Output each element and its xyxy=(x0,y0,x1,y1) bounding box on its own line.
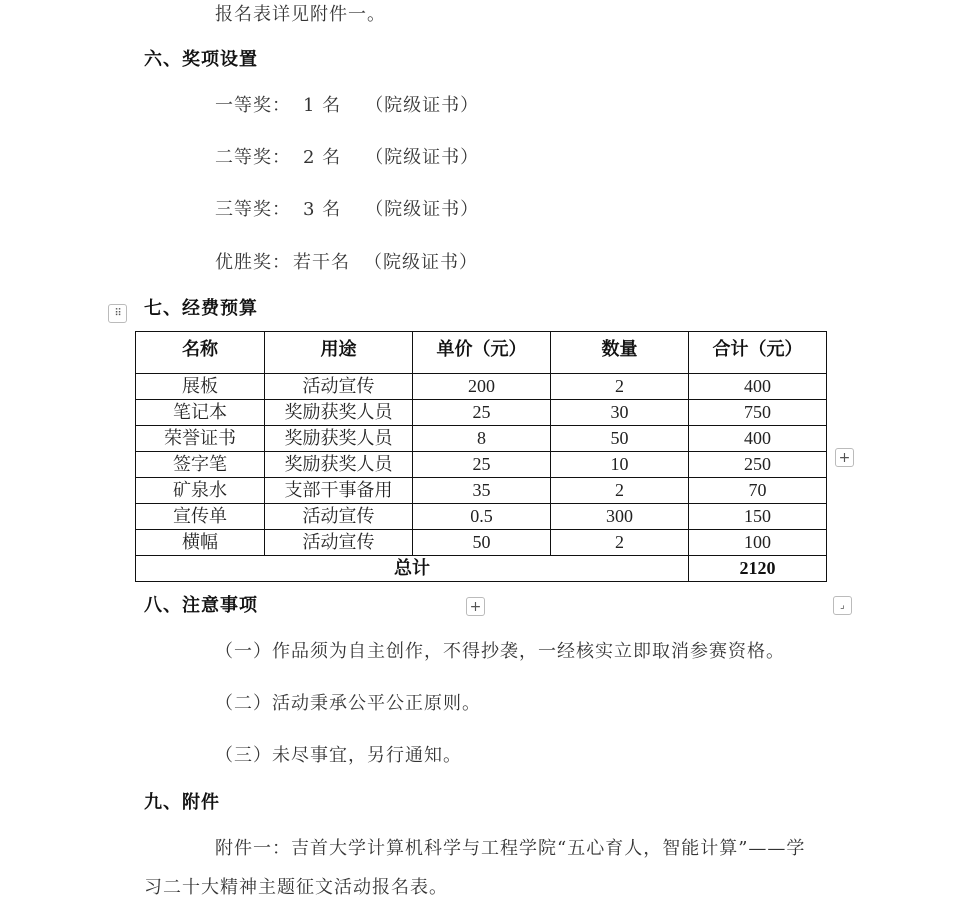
table-row xyxy=(136,452,827,478)
cell-subtotal[interactable]: 150 xyxy=(689,504,827,530)
cell-quantity[interactable]: 300 xyxy=(551,504,689,530)
cell-quantity[interactable]: 10 xyxy=(551,452,689,478)
cell-purpose[interactable]: 活动宣传 xyxy=(265,504,413,530)
section-heading-attachments: 九、附件 xyxy=(144,792,220,813)
budget-table xyxy=(135,331,827,582)
cell-name[interactable]: 荣誉证书 xyxy=(136,426,265,452)
cell-name[interactable]: 矿泉水 xyxy=(136,478,265,504)
cell-purpose[interactable]: 活动宣传 xyxy=(265,530,413,556)
cell-subtotal[interactable]: 70 xyxy=(689,478,827,504)
header-subtotal: 合计（元） xyxy=(689,332,827,374)
award-name: 优胜奖： xyxy=(215,252,291,273)
header-name: 名称 xyxy=(136,332,265,374)
cell-subtotal[interactable]: 250 xyxy=(689,452,827,478)
award-second xyxy=(215,143,479,169)
total-label[interactable]: 总计 xyxy=(136,556,689,582)
cell-name[interactable]: 展板 xyxy=(136,374,265,400)
cell-purpose[interactable]: 奖励获奖人员 xyxy=(265,400,413,426)
award-third xyxy=(215,195,479,221)
award-name: 二等奖： xyxy=(215,147,291,168)
award-name: 一等奖： xyxy=(215,95,291,116)
table-resize-icon[interactable]: ⌟ xyxy=(833,596,852,615)
cell-unit-price[interactable]: 0.5 xyxy=(413,504,551,530)
table-row xyxy=(136,478,827,504)
note-item-2: （二）活动秉承公平公正原则。 xyxy=(215,693,481,714)
cell-quantity[interactable]: 2 xyxy=(551,530,689,556)
award-count: 1 名 xyxy=(303,95,342,116)
cell-purpose[interactable]: 奖励获奖人员 xyxy=(265,452,413,478)
attachment-line-1: 附件一：吉首大学计算机科学与工程学院“五心育人，智能计算”——学 xyxy=(215,838,806,859)
cell-purpose[interactable]: 奖励获奖人员 xyxy=(265,426,413,452)
intro-line: 报名表详见附件一。 xyxy=(215,4,386,25)
cell-name[interactable]: 签字笔 xyxy=(136,452,265,478)
header-purpose: 用途 xyxy=(265,332,413,374)
award-first xyxy=(215,91,479,117)
award-count: 3 名 xyxy=(303,199,342,220)
award-note: （院级证书） xyxy=(365,147,480,168)
cell-subtotal[interactable]: 100 xyxy=(689,530,827,556)
cell-unit-price[interactable]: 200 xyxy=(413,374,551,400)
table-move-handle-icon[interactable]: ⠿ xyxy=(108,304,127,323)
section-heading-budget: 七、经费预算 xyxy=(144,298,258,319)
award-name: 三等奖： xyxy=(215,199,291,220)
table-total-row xyxy=(136,556,827,582)
attachment-line-2: 习二十大精神主题征文活动报名表。 xyxy=(144,877,448,898)
table-row xyxy=(136,426,827,452)
table-header-row xyxy=(136,332,827,374)
cell-purpose[interactable]: 支部干事备用 xyxy=(265,478,413,504)
cell-purpose[interactable]: 活动宣传 xyxy=(265,374,413,400)
cell-name[interactable]: 笔记本 xyxy=(136,400,265,426)
cell-subtotal[interactable]: 400 xyxy=(689,374,827,400)
cell-quantity[interactable]: 2 xyxy=(551,374,689,400)
cell-name[interactable]: 宣传单 xyxy=(136,504,265,530)
total-value[interactable]: 2120 xyxy=(689,556,827,582)
header-unit-price: 单价（元） xyxy=(413,332,551,374)
section-heading-awards: 六、奖项设置 xyxy=(144,49,258,70)
cell-subtotal[interactable]: 750 xyxy=(689,400,827,426)
cell-quantity[interactable]: 50 xyxy=(551,426,689,452)
cell-name[interactable]: 横幅 xyxy=(136,530,265,556)
award-note: （院级证书） xyxy=(365,95,480,116)
award-note: （院级证书） xyxy=(365,199,480,220)
section-heading-notes: 八、注意事项 xyxy=(144,595,258,616)
note-item-3: （三）未尽事宜，另行通知。 xyxy=(215,745,462,766)
header-quantity: 数量 xyxy=(551,332,689,374)
table-row xyxy=(136,530,827,556)
note-item-1: （一）作品须为自主创作，不得抄袭，一经核实立即取消参赛资格。 xyxy=(215,641,785,662)
cell-quantity[interactable]: 2 xyxy=(551,478,689,504)
add-column-button[interactable]: + xyxy=(835,448,854,467)
cell-unit-price[interactable]: 8 xyxy=(413,426,551,452)
award-note: （院级证书） xyxy=(364,252,478,273)
cell-unit-price[interactable]: 25 xyxy=(413,452,551,478)
cell-subtotal[interactable]: 400 xyxy=(689,426,827,452)
award-merit xyxy=(215,248,478,274)
table-row xyxy=(136,504,827,530)
table-row xyxy=(136,400,827,426)
cell-quantity[interactable]: 30 xyxy=(551,400,689,426)
award-count: 2 名 xyxy=(303,147,342,168)
table-row xyxy=(136,374,827,400)
cell-unit-price[interactable]: 35 xyxy=(413,478,551,504)
award-count: 若干名 xyxy=(293,252,350,273)
add-row-button[interactable]: + xyxy=(466,597,485,616)
cell-unit-price[interactable]: 25 xyxy=(413,400,551,426)
cell-unit-price[interactable]: 50 xyxy=(413,530,551,556)
